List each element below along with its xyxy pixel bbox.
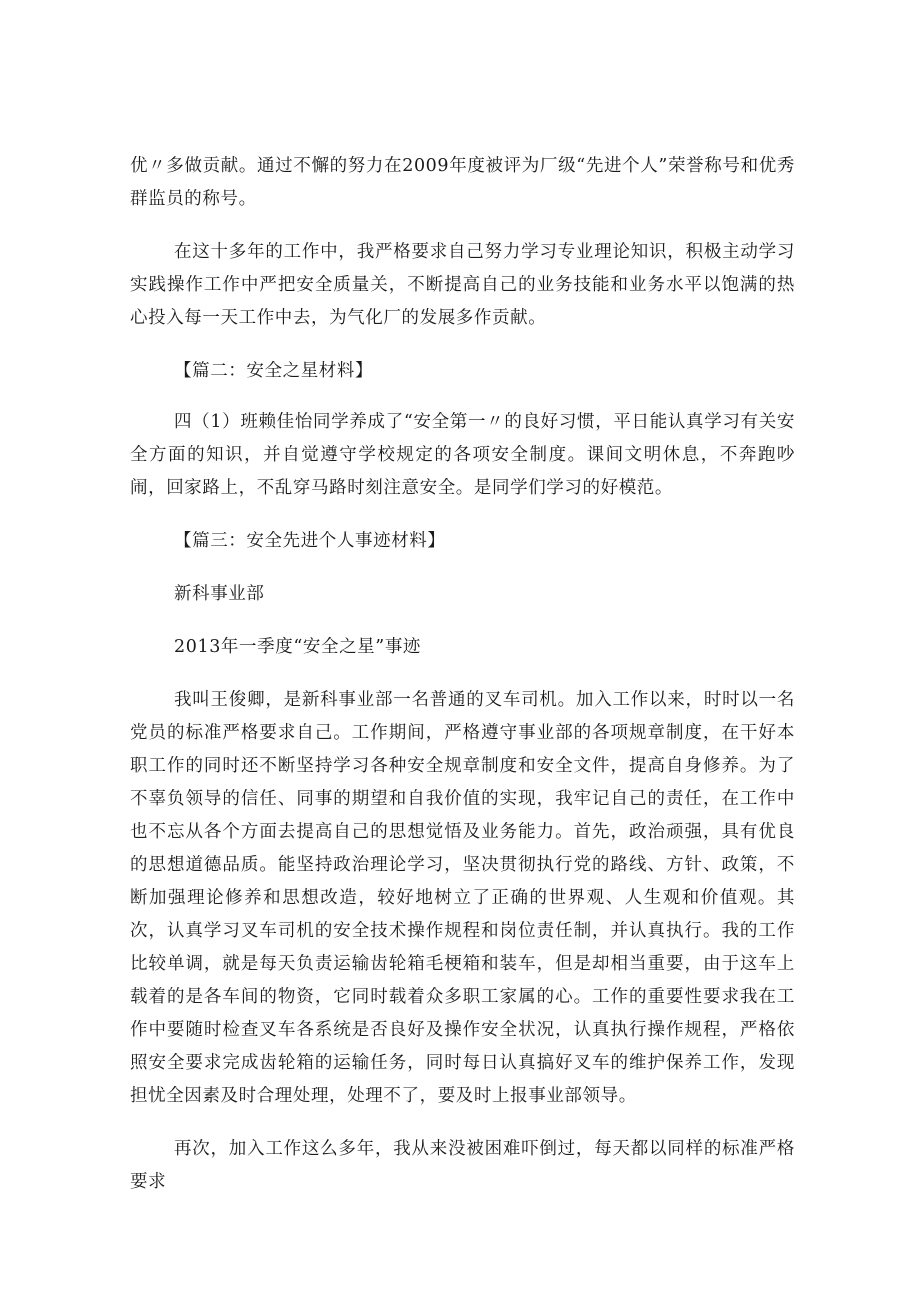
document-subtitle: 2013年一季度“安全之星”事迹 xyxy=(174,637,422,657)
document-page xyxy=(130,150,795,1199)
paragraph-safety-star: 四（1）班赖佳怡同学养成了“安全第一〃的良好习惯，平日能认真学习有关安全方面的知识，并自觉遵守学校规定的各项安全制度。课间文明休息，不奔跑吵闹，回家路上，不乱穿马路时刻注意安全。是同学们学习的好模范。 xyxy=(130,412,795,498)
paragraph-personal-story: 我叫王俊卿，是新科事业部一名普通的叉车司机。加入工作以来，时时以一名党员的标准严格要求自己。工作期间，严格遵守事业部的各项规章制度，在干好本职工作的同时还不断坚持学习各种安全规章制度和安全文件，提高自身修养。为了不辜负领导的信任、同事的期望和自我价值的实现，我牢记自己的责任，在工作中也不忘从各个方面去提高自己的思想觉悟及业务能力。首先，政治顽强，具有优良的思想道德品质。能坚持政治理论学习，坚决贯彻执行党的路线、方针、政策，不断加强理论修养和思想改造，较好地树立了正确的世界观、人生观和价值观。其次，认真学习叉车司机的安全技术操作规程和岗位责任制，并认真执行。我的工作比较单调，就是每天负责运输齿轮箱毛梗箱和装车，但是却相当重要，由于这车上载着的是各车间的物资，它同时载着众多职工家属的心。工作的重要性要求我在工作中要随时检查叉车各系统是否良好及操作安全状况，认真执行操作规程，严格依照安全要求完成齿轮箱的运输任务，同时每日认真搞好叉车的维护保养工作，发现担忧全因素及时合理处理，处理不了，要及时上报事业部领导。 xyxy=(130,690,795,1106)
section-heading-three: 【篇三：安全先进个人事迹材料】 xyxy=(174,531,446,551)
department-name: 新科事业部 xyxy=(174,584,265,604)
paragraph-work-summary: 在这十多年的工作中，我严格要求自己努力学习专业理论知识，积极主动学习实践操作工作中严把安全质量关，不断提高自己的业务技能和业务水平以饱满的热心投入每一天工作中去，为气化厂的发展多作贡献。 xyxy=(130,242,795,328)
paragraph-continuation: 优〃多做贡献。通过不懈的努力在2009年度被评为厂级“先进个人”荣誉称号和优秀群监员的称号。 xyxy=(130,156,795,209)
paragraph-conclusion: 再次，加入工作这么多年，我从来没被困难吓倒过，每天都以同样的标准严格要求 xyxy=(130,1139,795,1192)
section-heading-two: 【篇二：安全之星材料】 xyxy=(174,361,374,381)
